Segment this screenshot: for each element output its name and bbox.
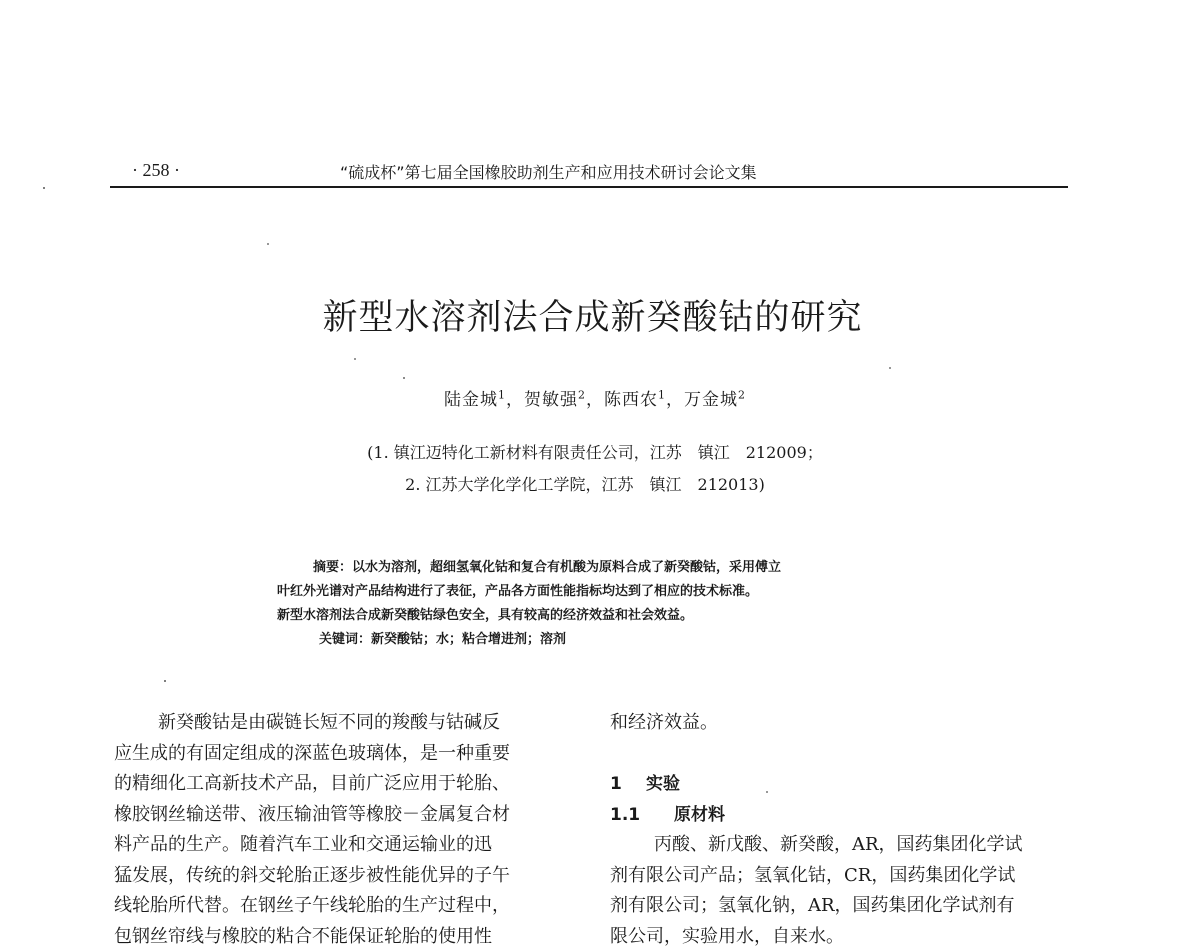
running-header [112, 158, 1067, 188]
paragraph-gap [610, 739, 1080, 770]
abstract-line: 叶红外光谱对产品结构进行了表征，产品各方面性能指标均达到了相应的技术标准。 [277, 584, 759, 599]
body-text-line: 料产品的生产。随着汽车工业和交通运输业的迅 [114, 834, 492, 855]
scan-speck [164, 680, 166, 682]
body-text-line: 丙酸、新戊酸、新癸酸，AR，国药集团化学试 [654, 834, 1023, 855]
affiliation-1: (1. 镇江迈特化工新材料有限责任公司，江苏 镇江 212009； [367, 443, 823, 462]
body-text-line: 限公司，实验用水，自来水。 [610, 925, 844, 947]
body-column-left [114, 708, 584, 952]
scan-speck [403, 377, 405, 379]
section-heading-1 [610, 769, 1080, 800]
scan-speck [889, 367, 891, 369]
scan-speck [43, 187, 45, 189]
author-affiliation-mark: 1 [658, 388, 666, 402]
abstract-line: 新型水溶剂法合成新癸酸钴绿色安全，具有较高的经济效益和社会效益。 [277, 608, 694, 623]
body-text-line: 包钢丝帘线与橡胶的粘合不能保证轮胎的使用性 [114, 925, 492, 947]
author-separator: ， [666, 390, 684, 410]
author-name: 万金城 [684, 390, 738, 410]
paper-title: 新型水溶剂法合成新癸酸钴的研究 [322, 298, 863, 338]
author-name: 贺敏强 [524, 390, 578, 410]
author-affiliation-mark: 2 [578, 388, 586, 402]
author-separator: ， [506, 390, 524, 410]
author-name: 陈西农 [604, 390, 658, 410]
affiliation-2: 2. 江苏大学化学化工学院，江苏 镇江 212013) [405, 475, 765, 494]
body-text-line: 线轮胎所代替。在钢丝子午线轮胎的生产过程中， [114, 895, 510, 916]
body-text-line: 剂有限公司；氢氧化钠，AR，国药集团化学试剂有 [610, 895, 1015, 916]
abstract [277, 556, 917, 652]
section-title: 原材料 [674, 804, 725, 825]
keywords: 关键词：新癸酸钴；水；粘合增进剂；溶剂 [319, 632, 567, 647]
section-heading-1-1 [610, 800, 1080, 831]
body-text-line: 应生成的有固定组成的深蓝色玻璃体，是一种重要 [114, 742, 510, 764]
body-text-line: 剂有限公司产品；氢氧化钴，CR，国药集团化学试 [610, 864, 1016, 886]
scan-speck [267, 243, 269, 245]
body-text-line: 新癸酸钴是由碳链长短不同的羧酸与钴碱反 [158, 712, 500, 733]
abstract-line: 摘要：以水为溶剂，超细氢氧化钴和复合有机酸为原料合成了新癸酸钴，采用傅立 [313, 560, 782, 575]
body-column-right [610, 708, 1080, 952]
author-separator: ， [586, 390, 604, 410]
author-affiliation-mark: 2 [738, 388, 746, 402]
section-title: 实验 [646, 774, 680, 794]
section-number: 1.1 [610, 804, 641, 825]
body-text-line: 的精细化工高新技术产品，目前广泛应用于轮胎、 [114, 773, 510, 794]
header-rule [110, 186, 1068, 188]
body-text-line: 和经济效益。 [610, 712, 718, 733]
author-name: 陆金城 [444, 390, 498, 410]
author-affiliation-mark: 1 [498, 388, 506, 402]
scan-speck [354, 358, 356, 360]
body-text-line: 猛发展，传统的斜交轮胎正逐步被性能优异的子午 [114, 864, 510, 886]
body-text-line: 橡胶钢丝输送带、液压输油管等橡胶－金属复合材 [114, 803, 510, 825]
proceedings-title: “硫成杯”第七届全国橡胶助剂生产和应用技术研讨会论文集 [340, 163, 757, 182]
author-list [0, 385, 1190, 410]
section-number: 1 [610, 774, 622, 794]
page-number: · 258 · [132, 160, 180, 180]
